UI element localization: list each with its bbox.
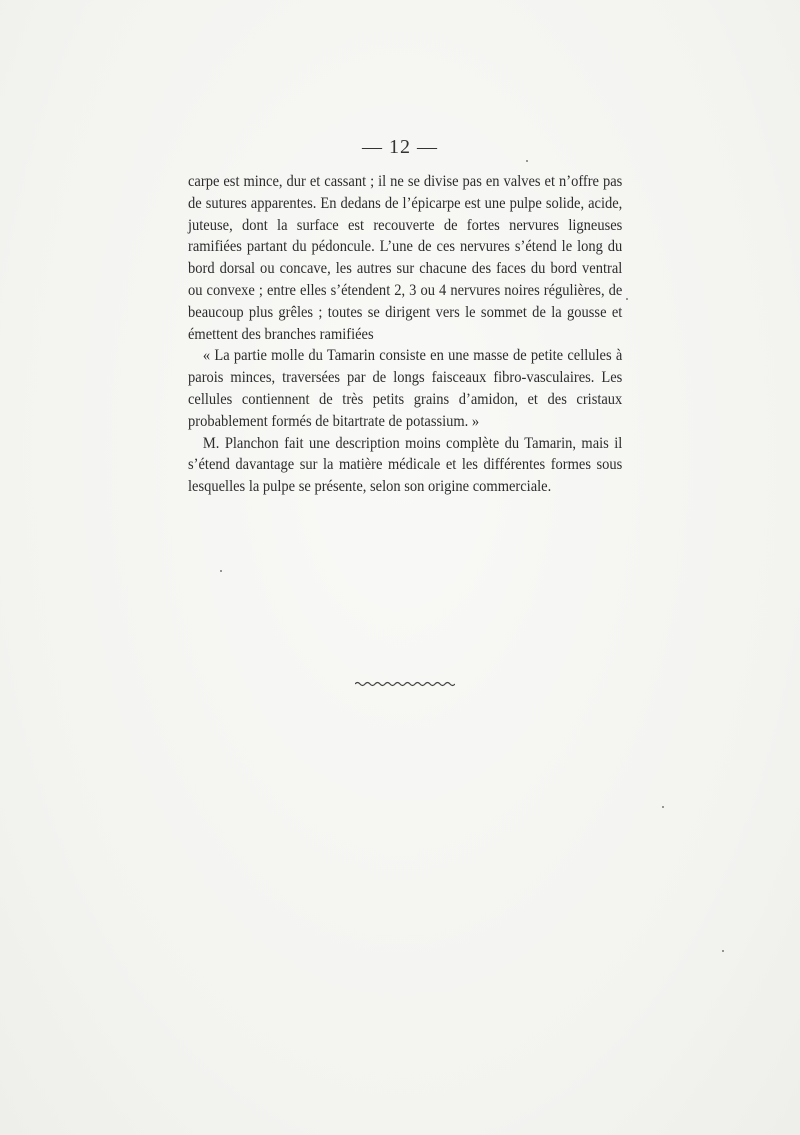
paragraph-quote: « La partie molle du Tamarin consiste en une masse de petite cellules à parois minces, traversées par de longs faisceaux fibro-vasculaires. Les cellules contiennent de très petits grains d’amidon, et des cristaux probablement formés de bitartrate de potassium. » — [188, 347, 623, 430]
paragraph-continued: carpe est mince, dur et cassant ; il ne se divise pas en valves et n’offre pas de sutures apparentes. En dedans de l’épicarpe est une pulpe solide, acide, juteuse, dont la surface est recouverte de fortes nervures ligneuses ramifiées partant du pédoncule. L’une de ces nervures s’étend le long du bord dorsal ou concave, les autres sur chacune des faces du bord ventral ou convexe ; entre elles s’étendent 2, 3 ou 4 nervures noires régulières, de beaucoup plus grêles ; toutes se dirigent vers le sommet de la gousse et émettent des branches ramifiées — [188, 173, 623, 343]
paper-speck — [662, 806, 664, 808]
paper-speck — [722, 950, 724, 952]
paper-speck — [220, 570, 222, 572]
ornamental-rule — [355, 680, 455, 688]
body-text — [188, 171, 622, 498]
paper-speck — [526, 160, 528, 162]
paper-speck — [626, 298, 628, 300]
page-number: — 12 — — [362, 136, 438, 158]
paragraph-planchon: M. Planchon fait une description moins complète du Tamarin, mais il s’étend davantage sur la matière médicale et les différentes formes sous lesquelles la pulpe se présente, selon son origine commerciale. — [188, 434, 623, 496]
